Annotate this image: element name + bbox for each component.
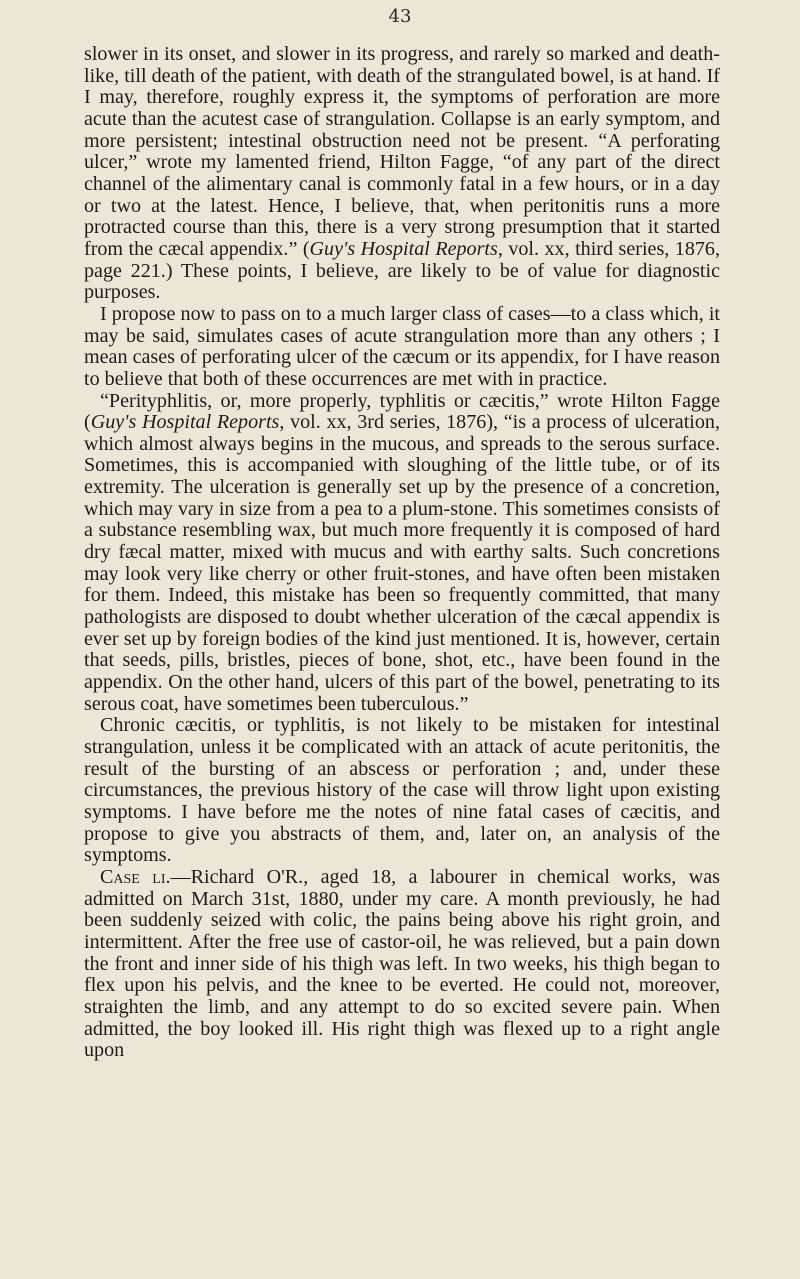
page-number: 43: [388, 6, 412, 27]
paragraph-3-text-b: , vol. xx, 3rd series, 1876), “is a process of ulceration, which almost always begins in the mucous, and spreads to the serous surface. Sometimes, this is accompanied with sloughing of the little tube, or of its extremity. The ulceration is generally set up by the presence of a concretion, which may vary in size from a pea to a plum-stone. This sometimes consists of a substance resembling wax, but much more frequently it is composed of hard dry fæcal matter, mixed with mucus and with earthy salts. Such concretions may look very like cherry or other fruit-stones, and have often been mistaken for them. Indeed, this mistake has been so frequently committed, that many pathologists are disposed to doubt whether ulceration of the cæcal appendix is ever set up by foreign bodies of the kind just mentioned. It is, however, certain that seeds, pills, bristles, pieces of bone, shot, etc., have been found in the appendix. On the other hand, ulcers of this part of the bowel, penetrating to its serous coat, have sometimes been tuberculous.”: [84, 411, 720, 715]
paragraph-1-text-b: , vol. xx, third series, 1876, page 221.) These points, I believe, are likely to be of value for diagnostic purposes.: [84, 237, 720, 304]
paragraph-2: [84, 304, 720, 391]
paragraph-1-text-a: slower in its onset, and slower in its progress, and rarely so marked and death-like, till death of the patient, with death of the strangulated bowel, is at hand. If I may, therefore, roughly express it, the symptoms of perforation are more acute than the acutest case of strangulation. Collapse is an early symptom, and more persistent; intestinal obstruction need not be present. “A perforating ulcer,” wrote my lamented friend, Hilton Fagge, “of any part of the direct channel of the alimentary canal is commonly fatal in a few hours, or in a day or two at the latest. Hence, I believe, that, when peritonitis runs a more protracted course than this, there is a very strong presumption that it started from the cæcal appendix.” (: [84, 43, 720, 260]
paragraph-5-text: —Richard O'R., aged 18, a labourer in chemical works, was admitted on March 31st, 1880, under my care. A month previously, he had been suddenly seized with colic, the pains being above his right groin, and intermittent. After the free use of castor-oil, he was relieved, but a pain down the front and inner side of his thigh was left. In two weeks, his thigh began to flex upon his pelvis, and the knee to be everted. He could not, moreover, straighten the limb, and any attempt to do so excited severe pain. When admitted, the boy looked ill. His right thigh was flexed up to a right angle upon: [84, 865, 720, 1062]
body-text: [84, 44, 720, 1062]
paragraph-1: [84, 44, 720, 304]
paragraph-3-text-a: “Perityphlitis, or, more properly, typhlitis or cæcitis,” wrote Hilton Fagge (: [84, 389, 720, 434]
citation-title: Guy's Hospital Reports: [309, 237, 498, 260]
paragraph-5: [84, 867, 720, 1062]
paragraph-4-text: Chronic cæcitis, or typhlitis, is not likely to be mistaken for intestinal strangulation, unless it be complicated with an attack of acute peritonitis, the result of the bursting of an abscess or perforation ; and, under these circumstances, the previous history of the case will throw light upon existing symptoms. I have before me the notes of nine fatal cases of cæcitis, and propose to give you abstracts of them, and, later on, an analysis of the symptoms.: [84, 714, 720, 867]
paragraph-3: [84, 391, 720, 716]
case-label: Case li.: [100, 865, 171, 888]
paragraph-4: [84, 715, 720, 867]
paragraph-2-text: I propose now to pass on to a much larger class of cases—to a class which, it may be said, simulates cases of acute strangulation more than any others ; I mean cases of perforating ulcer of the cæcum or its appendix, for I have reason to believe that both of these occurrences are met with in practice.: [84, 302, 720, 390]
citation-title: Guy's Hospital Reports: [90, 411, 280, 434]
